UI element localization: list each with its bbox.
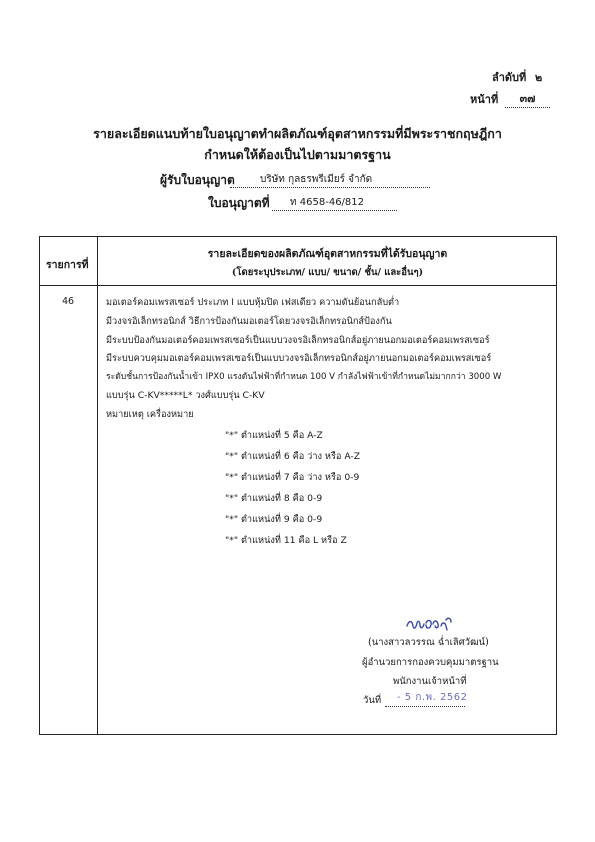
signatory-title-2: พนักงานเจ้าหน้าที่ [393,676,467,687]
detail-line-2: มีวงจรอิเล็กทรอนิกส์ วิธีการป้องกันมอเตอร์โดยวงจรอิเล็กทรอนิกส์ป้องกัน [106,316,392,327]
license-value: ท 4658-46/812 [272,195,397,211]
note-item-2: "*" ตำแหน่งที่ 6 คือ ว่าง หรือ A-Z [225,451,361,462]
table-column-divider [97,236,98,735]
detail-line-1: มอเตอร์คอมเพรสเซอร์ ประเภท I แบบหุ้มปิด เฟสเดียว ความดันย้อนกลับต่ำ [106,297,400,308]
date-stamp: - 5 ก.พ. 2562 [397,692,468,703]
date-label: วันที่ [363,695,382,706]
note-item-6: "*" ตำแหน่งที่ 11 คือ L หรือ Z [225,535,347,546]
item-number: 46 [61,296,75,307]
license-label: ใบอนุญาตที่ [208,196,270,210]
signatory-name: (นางสาวลวรรณ ฉ่ำเลิศวัฒน์) [368,637,489,648]
signatory-title-1: ผู้อำนวยการกองควบคุมมาตรฐาน [362,657,499,668]
table-header-divider [39,285,557,286]
document-title-line1: รายละเอียดแนบท้ายใบอนุญาตทำผลิตภัณฑ์อุตสาหกรรมที่มีพระราชกฤษฎีกา [93,126,502,141]
detail-line-4: มีระบบควบคุมมอเตอร์คอมเพรสเซอร์เป็นแบบวงจรอิเล็กทรอนิกส์อยู่ภายนอกมอเตอร์คอมเพรสเซอร์ [106,353,492,364]
column-header-details: รายละเอียดของผลิตภัณฑ์อุตสาหกรรมที่ได้รับอนุญาต [207,248,448,260]
note-item-4: "*" ตำแหน่งที่ 8 คือ 0-9 [225,493,323,504]
licensee-value: บริษัท กุลธรพรีเมียร์ จำกัด [230,172,430,188]
page-value: ๓๗ [505,89,550,108]
order-value: ๒ [535,71,543,84]
note-item-3: "*" ตำแหน่งที่ 7 คือ ว่าง หรือ 0-9 [225,472,360,483]
order-label: ลำดับที่ [492,71,527,84]
column-header-details-sub: (โดยระบุประเภท/ แบบ/ ขนาด/ ชั้น/ และอื่นๆ) [231,267,424,278]
note-item-5: "*" ตำแหน่งที่ 9 คือ 0-9 [225,514,323,525]
detail-line-6: แบบรุ่น C-KV*****L* วงศ์แบบรุ่น C-KV [106,390,265,401]
detail-line-5: ระดับชั้นการป้องกันน้ำเข้า IPX0 แรงดันไฟฟ้าที่กำหนด 100 V กำลังไฟฟ้าเข้าที่กำหนดไม่มากกว่า 3000 W [106,372,502,382]
signature-mark [405,614,455,634]
detail-line-3: มีระบบป้องกันมอเตอร์คอมเพรสเซอร์เป็นแบบวงจรอิเล็กทรอนิกส์อยู่ภายนอกมอเตอร์คอมเพรสเซอร์ [106,335,490,346]
note-item-1: "*" ตำแหน่งที่ 5 คือ A-Z [225,430,323,441]
note-label: หมายเหตุ เครื่องหมาย [106,409,194,420]
licensee-label: ผู้รับใบอนุญาต [160,173,235,187]
column-header-item-no: รายการที่ [46,259,89,271]
document-title-line2: กำหนดให้ต้องเป็นไปตามมาตรฐาน [204,147,391,162]
page-label: หน้าที่ [470,93,499,106]
